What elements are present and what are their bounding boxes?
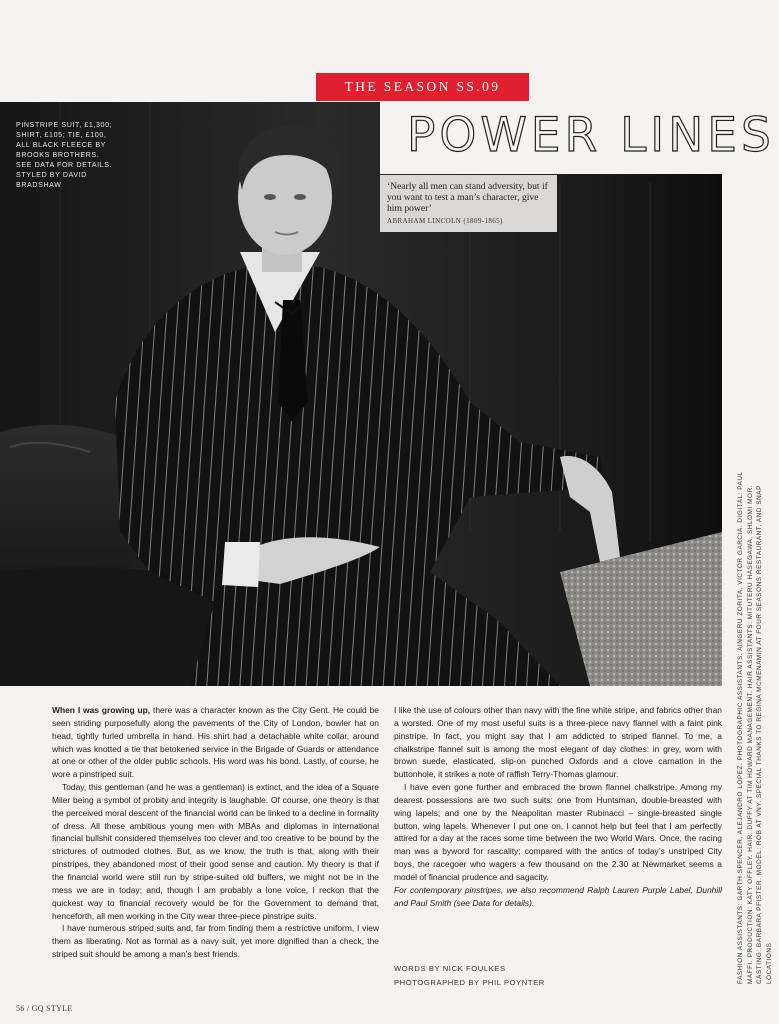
byline <box>394 962 545 989</box>
body-column-left <box>52 704 379 961</box>
lead-in: When I was growing up, <box>52 705 151 715</box>
paragraph: I like the use of colours other than navy with the fine white stripe, and fabrics other than a worsted. One of my most useful suits is a three-piece navy flannel with a faint pink pinstripe. In fact, you might say that I am addicted to striped flannel. To me, a chalkstripe flannel suit is among the most elegant of day clothes: in grey, worn with brown suede, elasticated, slip-on punched Oxfords and a clove carnation in the buttonhole, it strikes a note of raffish Terry-Thomas glamour. <box>394 705 722 780</box>
photo-caption: PINSTRIPE SUIT, £1,300; SHIRT, £105; TIE, £100, ALL BLACK FLEECE BY BROOKS BROTHERS. SEE DATA FOR DETAILS. STYLED BY DAVID BRADSHAW <box>16 121 113 189</box>
paragraph: I have even gone further and embraced the brown flannel chalkstripe. Among my dearest possessions are two such suits: one from Huntsman, double-breasted with wing lapels; and one by the Neapolitan master Rubinacci – single-breasted single button, wing lapels. Whenever I put one on, I cannot help but feel that I am perfectly attired for a day at the races some time between the two World Wars. Once, the racing man was a byword for rascality; compared with the antics of today’s unstriped City boys, the racegoer who wagers a few thousand on the 2.30 at Newmarket seems a model of financial prudence and sagacity. <box>394 782 722 882</box>
recommendation-note: For contemporary pinstripes, we also recommend Ralph Lauren Purple Label, Dunhill and Paul Smith (see Data for details). <box>394 884 722 908</box>
body-column-right <box>394 704 722 910</box>
quote-text: ‘Nearly all men can stand adversity, but if you want to test a man’s character, give him power’ <box>387 181 548 214</box>
quote-attribution: ABRAHAM LINCOLN (1809-1865) <box>387 217 503 225</box>
paragraph-text: there was a character known as the City Gent. He could be seen striding purposefully along the pavements of the City of London, bowler hat on head, tightly furled umbrella in hand. His shirt had a detachable white collar, around which was knotted a tie that betokened service in the Brigade of Guards or attendance at one or other of the older public schools. His word was his bond. Lastly, of course, he wore a pinstriped suit. <box>52 705 379 780</box>
words-credit: WORDS BY NICK FOULKES <box>394 964 506 973</box>
page-folio: 56 / GQ STYLE <box>16 1004 73 1013</box>
headline: POWER LINES <box>407 108 775 163</box>
section-tag: THE SEASON SS.09 <box>316 73 529 101</box>
paragraph <box>52 704 379 781</box>
paragraph: I have numerous striped suits and, far from finding them a restrictive uniform, I view them as liberating. Not as formal as a navy suit, yet more dignified than a check, the striped suit should be among a man’s best friends. <box>52 923 379 960</box>
paragraph: Today, this gentleman (and he was a gentleman) is extinct, and the idea of a Square Miler being a symbol of probity and integrity is laughable. Of course, one theory is that the perceived moral descent of the financial world can be linked to a decline in formality of dress. All these ambitious young men with MBAs and diplomas in international financial bullshit considered themselves too clever and too creative to be bound by the strictures of outmoded clothes. But, as we know, the truth is that, along with their pinstripes, they abandoned most of their good sense and caution. My theory is that if the financial world were still run by stripe-suited old buffers, we might not be in the mess we are in today; and, though I am probably a lone voice, I reckon that the quickest way to financial recovery would be for the Government to demand that, henceforth, all men working in the City wear three-piece pinstripe suits. <box>52 782 379 921</box>
pull-quote <box>380 175 557 232</box>
photo-credit: PHOTOGRAPHED BY PHIL POYNTER <box>394 977 545 987</box>
side-credits: FASHION ASSISTANTS: GARTH SPENCER, ALEJANDRO LOPEZ. PHOTOGRAPHIC ASSISTANTS: AINGERU ZORITA, VICTOR GARCIA. DIGITAL: PAUL MAFFI. PRODUCTION: KATY OFFLEY. HAIR: DUFFY AT TIM HOWARD MANAGEMENT. HAIR ASSISTANTS: MITUTERU HASEGAWA, SHLOMI MOR. CASTING: BARBARA PFISTER. MODEL: ROB AT VNY. SPECIAL THANKS TO REGINA MCMENAMIN AT FOUR SEASONS RESTAURANT, AND SNAP LOCATIONS <box>737 471 773 984</box>
